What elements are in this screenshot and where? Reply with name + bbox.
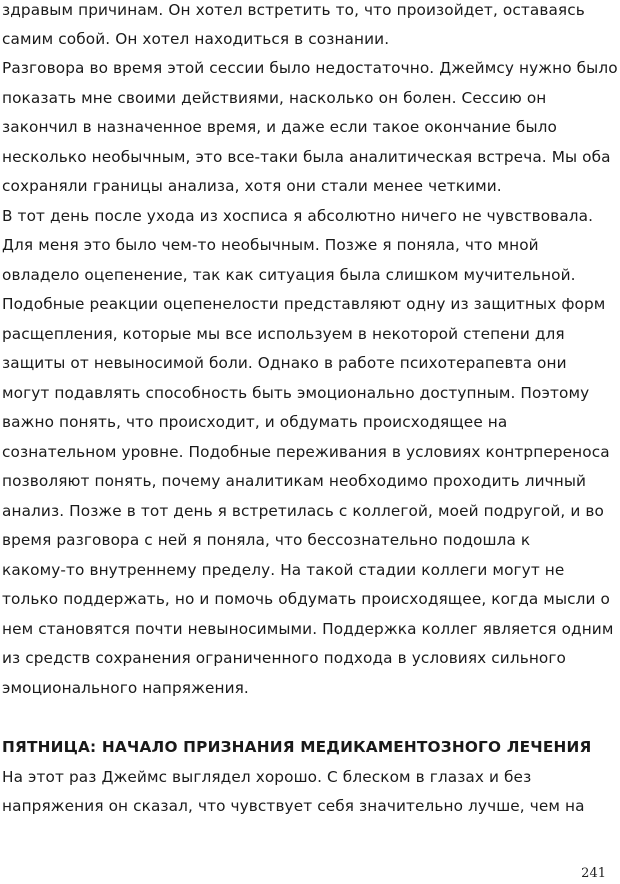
body-line: На этот раз Джеймс выглядел хорошо. С блеском в глазах и без: [2, 768, 532, 786]
body-line: овладело оцепенение, так как ситуация была слишком мучительной.: [2, 266, 576, 284]
body-line: важно понять, что происходит, и обдумать происходящее на: [2, 413, 508, 431]
body-line: здравым причинам. Он хотел встретить то, что произойдет, оставаясь: [2, 1, 585, 19]
body-line: только поддержать, но и помочь обдумать происходящее, когда мысли о: [2, 590, 610, 608]
body-line: показать мне своими действиями, насколько он болен. Сессию он: [2, 89, 547, 107]
body-line: могут подавлять способность быть эмоционально доступным. Поэтому: [2, 384, 590, 402]
body-line: эмоционального напряжения.: [2, 679, 249, 697]
body-line: какому-то внутреннему пределу. На такой стадии коллеги могут не: [2, 561, 565, 579]
body-line: закончил в назначенное время, и даже если такое окончание было: [2, 118, 557, 136]
section-heading: ПЯТНИЦА: НАЧАЛО ПРИЗНАНИЯ МЕДИКАМЕНТОЗНОГО ЛЕЧЕНИЯ: [2, 738, 592, 756]
body-line: нем становятся почти невыносимыми. Поддержка коллег является одним: [2, 620, 614, 638]
body-line: позволяют понять, почему аналитикам необходимо проходить личный: [2, 472, 587, 490]
body-line: защиты от невыносимой боли. Однако в работе психотерапевта они: [2, 354, 567, 372]
body-line: самим собой. Он хотел находиться в сознании.: [2, 30, 390, 48]
body-line: Разговора во время этой сессии было недостаточно. Джеймсу нужно было: [2, 59, 618, 77]
body-line: Подобные реакции оцепенелости представляют одну из защитных форм: [2, 295, 606, 313]
body-line: время разговора с ней я поняла, что бессознательно подошла к: [2, 531, 531, 549]
body-line: из средств сохранения ограниченного подхода в условиях сильного: [2, 649, 566, 667]
page-number: 241: [581, 866, 606, 881]
body-line: анализ. Позже в тот день я встретилась с коллегой, моей подругой, и во: [2, 502, 604, 520]
body-line: напряжения он сказал, что чувствует себя значительно лучше, чем на: [2, 797, 585, 815]
body-line: расщепления, которые мы все используем в некоторой степени для: [2, 325, 565, 343]
body-line: сохраняли границы анализа, хотя они стали менее четкими.: [2, 177, 502, 195]
body-line: В тот день после ухода из хосписа я абсолютно ничего не чувствовала.: [2, 207, 594, 225]
body-line: несколько необычным, это все-таки была аналитическая встреча. Мы оба: [2, 148, 611, 166]
body-line: Для меня это было чем-то необычным. Позже я поняла, что мной: [2, 236, 539, 254]
body-line: сознательном уровне. Подобные переживания в условиях контрпереноса: [2, 443, 610, 461]
